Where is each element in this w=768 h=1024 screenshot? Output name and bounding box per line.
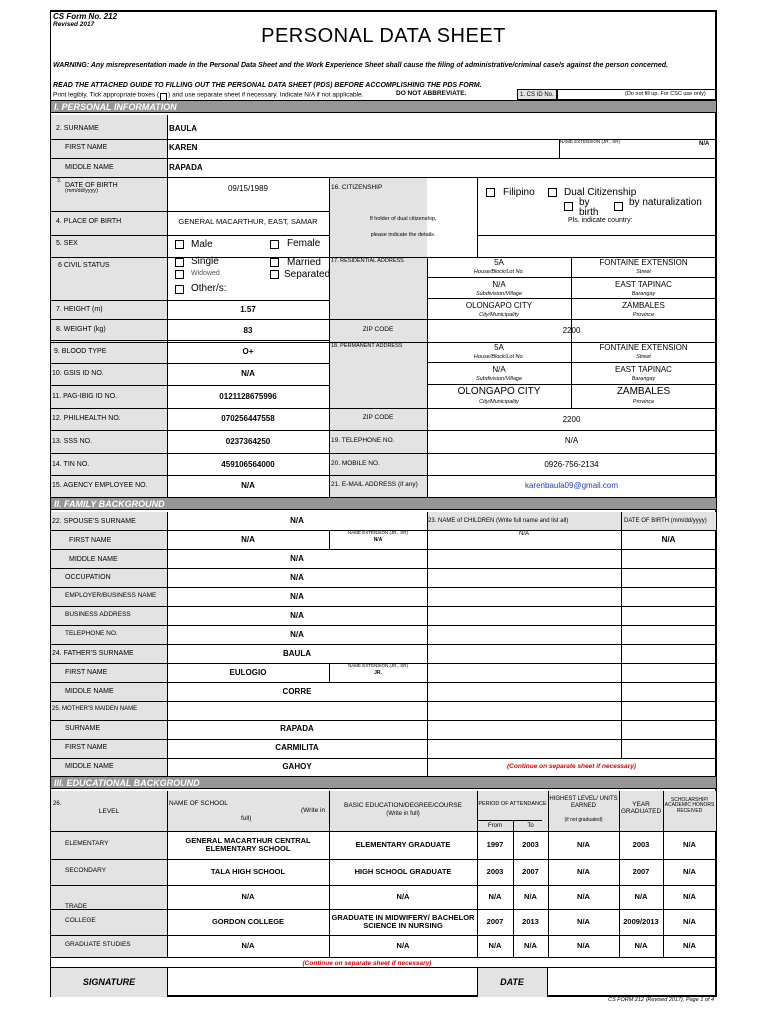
edu-school-cell[interactable]: GORDON COLLEGE [211, 916, 285, 926]
spouse-telephone-value[interactable]: N/A [290, 630, 304, 639]
weight-label: 8. WEIGHT (kg) [56, 326, 106, 333]
spouse-first-name-label: FIRST NAME [69, 537, 112, 544]
date-label: DATE [500, 977, 524, 987]
warning-text: WARNING: Any misrepresentation made in the Personal Data Sheet and the Work Experience Sheet shall cause the filing of administrative/criminal case/s against the person concerned. [53, 62, 669, 69]
res-street-value[interactable]: FONTAINE EXTENSION [599, 258, 688, 267]
edu-honors-header: SCHOLARSHIP/ ACADEMIC HONORS RECEIVED [664, 797, 715, 814]
edu-year-cell[interactable]: 2009/2013 [623, 916, 659, 926]
name-ext-label: NAME EXTENSION (JR., SR) [560, 139, 621, 144]
agency-employee-label: 15. AGENCY EMPLOYEE NO. [52, 482, 148, 489]
height-value[interactable]: 1.57 [240, 305, 256, 314]
edu-highest-cell[interactable]: N/A [577, 916, 590, 926]
permanent-address-label: 18. PERMANENT ADDRESS [331, 343, 403, 349]
perm-house-caption: House/Block/Lot No. [473, 354, 525, 360]
res-city-caption: City/Municipality [479, 312, 519, 318]
citizenship-by-naturalization-checkbox[interactable] [614, 202, 623, 211]
edu-from-cell[interactable]: 2007 [486, 916, 504, 926]
res-zip-value[interactable]: 2200 [562, 326, 581, 335]
civil-separated-checkbox[interactable] [270, 270, 279, 279]
sex-female-label: Female [287, 238, 321, 249]
indicate-country-label: Pls. indicate country: [568, 217, 633, 224]
spouse-name-ext-value[interactable]: N/A [373, 537, 383, 543]
perm-city-value[interactable]: OLONGAPO CITY [457, 386, 541, 397]
children-label: 23. NAME of CHILDREN (Write full name and list all) [428, 518, 569, 524]
first-name-value[interactable]: KAREN [169, 143, 198, 152]
guide-text: READ THE ATTACHED GUIDE TO FILLING OUT THE PERSONAL DATA SHEET (PDS) BEFORE ACCOMPLISHING THE PDS FORM. [53, 82, 482, 89]
edu-to-cell[interactable]: N/A [524, 891, 537, 901]
family-continue-note: (Continue on separate sheet if necessary) [507, 763, 636, 770]
blood-type-label: 9. BLOOD TYPE [54, 348, 107, 355]
sss-label: 13. SSS NO. [52, 438, 93, 445]
edu-from-cell[interactable]: 1997 [486, 839, 504, 849]
edu-highest-subheader: (if not graduated) [564, 817, 603, 823]
page-title: PERSONAL DATA SHEET [261, 25, 506, 47]
spouse-middle-name-label: MIDDLE NAME [69, 556, 118, 563]
civil-other-checkbox[interactable] [175, 285, 184, 294]
perm-subdivision-value[interactable]: N/A [492, 365, 506, 374]
res-zip-label: ZIP CODE [362, 326, 394, 333]
edu-level-cell: GRADUATE STUDIES [65, 941, 131, 948]
sex-female-checkbox[interactable] [270, 240, 279, 249]
edu-from-header: From [488, 823, 502, 829]
weight-value[interactable]: 83 [243, 326, 253, 335]
children-dob-label: DATE OF BIRTH (mm/dd/yyyy) [624, 518, 707, 524]
perm-zip-label: ZIP CODE [362, 414, 394, 421]
mother-middle-name-value[interactable]: GAHOY [282, 762, 312, 771]
surname-value[interactable]: BAULA [169, 124, 197, 133]
sex-male-checkbox[interactable] [175, 240, 184, 249]
father-first-name-label: FIRST NAME [65, 669, 108, 676]
occupation-value[interactable]: N/A [290, 573, 304, 582]
res-province-value[interactable]: ZAMBALES [622, 301, 665, 310]
edu-course-cell[interactable]: N/A [396, 891, 410, 901]
spouse-first-name-value[interactable]: N/A [241, 535, 255, 544]
spouse-telephone-label: TELEPHONE NO. [65, 630, 118, 637]
email-value[interactable]: karenbaula09@gmail.com [524, 481, 619, 490]
edu-highest-cell[interactable]: N/A [577, 891, 590, 901]
sex-male-label: Male [191, 239, 213, 250]
res-subdivision-caption: Subdivision/Village [475, 291, 523, 297]
edu-course-cell[interactable]: HIGH SCHOOL GRADUATE [354, 866, 452, 876]
telephone-value[interactable]: N/A [564, 436, 579, 445]
perm-street-value[interactable]: FONTAINE EXTENSION [599, 343, 688, 352]
edu-level-cell: ELEMENTARY [65, 840, 109, 847]
edu-level-cell: SECONDARY [65, 867, 107, 874]
children-name-value[interactable]: N/A [518, 531, 529, 537]
citizenship-by-birth-checkbox[interactable] [564, 202, 573, 211]
father-name-ext-value[interactable]: JR. [374, 670, 382, 676]
civil-married-label: Married [287, 257, 321, 268]
dob-format-label: (mm/dd/yyyy) [65, 188, 98, 194]
children-dob-value[interactable]: N/A [661, 535, 676, 544]
first-name-label: FIRST NAME [65, 144, 108, 151]
employer-value[interactable]: N/A [290, 592, 304, 601]
res-province-caption: Province [632, 312, 655, 318]
civil-separated-label: Separated [284, 269, 331, 280]
edu-year-header: YEAR GRADUATED [620, 801, 662, 816]
perm-barangay-value[interactable]: EAST TAPINAC [615, 365, 672, 374]
citizenship-by-naturalization-label: by naturalization [629, 197, 702, 208]
civil-widowed-checkbox[interactable] [175, 270, 184, 279]
cs-id-label: 1. CS ID No. [520, 92, 554, 98]
edu-level-header: LEVEL [98, 808, 120, 815]
cs-id-note: (Do not fill up. For CSC use only) [625, 91, 706, 97]
sex-label: 5. SEX [56, 240, 78, 247]
edu-school-full: full) [241, 815, 252, 822]
middle-name-value[interactable]: RAPADA [169, 163, 203, 172]
date-field[interactable] [548, 968, 715, 996]
form-number: CS Form No. 212 [53, 12, 118, 21]
edu-year-cell[interactable]: N/A [634, 940, 648, 950]
mother-first-name-label: FIRST NAME [65, 744, 108, 751]
instruction-text: Print legibly. Tick appropriate boxes ( ) and use separate sheet if necessary. Indicate N/A if not applicable. [53, 91, 363, 99]
section-family-background: II. FAMILY BACKGROUND [51, 497, 716, 510]
edu-honors-cell[interactable]: N/A [683, 916, 696, 926]
edu-number-label: 26. [53, 801, 62, 807]
dual-note-1: If holder of dual citizenship, [369, 216, 437, 222]
name-ext-value[interactable]: N/A [699, 141, 710, 147]
tin-value[interactable]: 459106564000 [221, 460, 275, 469]
citizenship-filipino-label: Filipino [503, 187, 535, 198]
agency-employee-value[interactable]: N/A [241, 481, 255, 490]
edu-honors-cell[interactable]: N/A [683, 866, 696, 876]
citizenship-dual-checkbox[interactable] [548, 188, 557, 197]
edu-highest-header: HIGHEST LEVEL/ UNITS EARNED [549, 796, 618, 809]
res-city-value[interactable]: OLONGAPO CITY [465, 301, 533, 310]
dob-label: DATE OF BIRTH [65, 182, 118, 189]
edu-course-subheader: (Write in full) [386, 811, 420, 817]
res-house-value[interactable]: 5A [494, 258, 504, 267]
edu-period-header: PERIOD OF ATTENDANCE [478, 801, 547, 807]
edu-to-cell[interactable]: 2007 [522, 866, 539, 876]
middle-name-label: MIDDLE NAME [65, 164, 114, 171]
edu-school-write-in: (Write in [301, 807, 326, 814]
spouse-surname-label: 22. SPOUSE'S SURNAME [52, 518, 136, 525]
edu-honors-cell[interactable]: N/A [683, 891, 696, 901]
civil-status-label: 6 CIVIL STATUS [58, 262, 110, 269]
blood-type-value[interactable]: O+ [242, 347, 254, 356]
citizenship-dual-label: Dual Citizenship [564, 187, 637, 198]
father-middle-name-label: MIDDLE NAME [65, 688, 114, 695]
email-label: 21. E-MAIL ADDRESS (if any) [331, 481, 418, 488]
mobile-label: 20. MOBILE NO. [331, 460, 380, 467]
spouse-surname-value[interactable]: N/A [290, 516, 304, 525]
civil-married-checkbox[interactable] [270, 258, 279, 267]
perm-zip-value[interactable]: 2200 [562, 415, 581, 424]
res-subdivision-value[interactable]: N/A [492, 280, 506, 289]
edu-school-header: NAME OF SCHOOL [169, 800, 228, 807]
gsis-label: 10. GSIS ID NO. [52, 370, 104, 377]
edu-from-cell[interactable]: N/A [488, 891, 502, 901]
business-address-label: BUSINESS ADDRESS [65, 611, 131, 618]
mother-surname-value[interactable]: RAPADA [280, 724, 314, 733]
perm-house-value[interactable]: 5A [494, 343, 504, 352]
edu-school-cell[interactable]: N/A [241, 940, 255, 950]
citizenship-filipino-checkbox[interactable] [486, 188, 495, 197]
edu-school-cell[interactable]: N/A [241, 891, 255, 901]
no-abbreviate-text: DO NOT ABBREVIATE. [396, 90, 467, 97]
dual-note-2: please indicate the details. [370, 232, 436, 238]
edu-to-cell[interactable]: 2003 [522, 839, 539, 849]
civil-single-label: Single [191, 256, 219, 267]
perm-province-caption: Province [632, 399, 655, 405]
edu-level-cell: COLLEGE [65, 917, 96, 924]
perm-city-caption: City/Municipality [479, 399, 519, 405]
tin-label: 14. TIN NO. [52, 461, 90, 468]
employer-label: EMPLOYER/BUSINESS NAME [65, 592, 157, 599]
surname-label: 2. SURNAME [56, 125, 99, 132]
father-name-ext-label: NAME EXTENSION (JR., SR) [347, 663, 408, 668]
dob-value[interactable]: 09/15/1989 [227, 184, 269, 193]
spouse-name-ext-label: NAME EXTENSION (JR., SR) [347, 530, 408, 535]
civil-widowed-label: Widowed [191, 270, 220, 277]
edu-course-cell[interactable]: N/A [396, 940, 410, 950]
form-revision: Revised 2017 [53, 21, 95, 28]
dob-number-label: 3. [57, 178, 62, 184]
edu-to-header: To [527, 823, 534, 829]
mother-maiden-label: 25. MOTHER'S MAIDEN NAME [52, 706, 138, 712]
pagibig-label: 11. PAG-IBIG ID NO. [52, 393, 118, 400]
edu-course-header: BASIC EDUCATION/DEGREE/COURSE [344, 802, 462, 809]
citizenship-by-birth-label: by birth [579, 197, 599, 218]
pds-form [50, 10, 717, 997]
edu-to-cell[interactable]: 2013 [522, 916, 539, 926]
gsis-value[interactable]: N/A [241, 369, 255, 378]
perm-barangay-caption: Barangay [631, 376, 656, 382]
signature-label: SIGNATURE [82, 977, 136, 987]
perm-subdivision-caption: Subdivision/Village [475, 376, 523, 382]
section-educational-background: III. EDUCATIONAL BACKGROUND [51, 776, 716, 789]
edu-from-cell[interactable]: 2003 [486, 866, 504, 876]
pagibig-value[interactable]: 0121128675996 [219, 392, 277, 401]
pob-value[interactable]: GENERAL MACARTHUR, EAST, SAMAR [178, 217, 318, 226]
philhealth-label: 12. PHILHEALTH NO. [52, 415, 121, 422]
edu-year-cell[interactable]: 2007 [632, 866, 650, 876]
father-surname-label: 24. FATHER'S SURNAME [52, 650, 134, 657]
mother-first-name-value[interactable]: CARMILITA [275, 743, 319, 752]
edu-level-cell: TRADE [65, 903, 88, 910]
perm-province-value[interactable]: ZAMBALES [616, 386, 671, 397]
edu-course-cell[interactable]: ELEMENTARY GRADUATE [355, 839, 451, 849]
height-label: 7. HEIGHT (m) [56, 306, 103, 313]
father-middle-name-value[interactable]: CORRE [282, 687, 312, 696]
mobile-value[interactable]: 0926-756-2134 [544, 460, 599, 469]
pob-label: 4. PLACE OF BIRTH [56, 218, 122, 225]
business-address-value[interactable]: N/A [290, 611, 304, 620]
edu-highest-cell[interactable]: N/A [577, 839, 590, 849]
edu-continue-note: (Continue on separate sheet if necessary) [302, 960, 432, 967]
mother-middle-name-label: MIDDLE NAME [65, 763, 114, 770]
civil-other-label: Other/s: [191, 283, 227, 294]
section-personal-information: I. PERSONAL INFORMATION [51, 100, 716, 113]
perm-street-caption: Street [636, 354, 651, 360]
edu-course-cell[interactable]: GRADUATE IN MIDWIFERY/ BACHELOR SCIENCE IN NURSING [331, 912, 475, 930]
res-barangay-caption: Barangay [631, 291, 656, 297]
edu-to-cell[interactable]: N/A [524, 940, 537, 950]
edu-from-cell[interactable]: N/A [488, 940, 502, 950]
edu-year-cell[interactable]: N/A [634, 891, 648, 901]
res-street-caption: Street [636, 269, 651, 275]
edu-school-cell[interactable]: TALA HIGH SCHOOL [210, 866, 286, 876]
edu-year-cell[interactable]: 2003 [632, 839, 650, 849]
telephone-label: 19. TELEPHONE NO. [331, 437, 395, 444]
occupation-label: OCCUPATION [65, 574, 111, 581]
sss-value[interactable]: 0237364250 [225, 437, 271, 446]
dual-country-field[interactable] [477, 235, 714, 257]
res-house-caption: House/Block/Lot No. [473, 269, 525, 275]
edu-honors-cell[interactable]: N/A [683, 940, 696, 950]
edu-highest-cell[interactable]: N/A [577, 866, 590, 876]
father-first-name-value[interactable]: EULOGIO [229, 668, 267, 677]
civil-single-checkbox[interactable] [175, 258, 184, 267]
res-barangay-value[interactable]: EAST TAPINAC [615, 280, 672, 289]
residential-address-label: 17. RESIDENTIAL ADDRESS [331, 258, 404, 264]
signature-field[interactable] [168, 968, 476, 996]
edu-school-cell[interactable]: GENERAL MACARTHUR CENTRAL ELEMENTARY SCHOOL [185, 835, 311, 853]
philhealth-value[interactable]: 070256447558 [221, 414, 275, 423]
mother-surname-label: SURNAME [65, 725, 101, 732]
father-surname-value[interactable]: BAULA [283, 649, 311, 658]
edu-highest-cell[interactable]: N/A [577, 940, 590, 950]
spouse-middle-name-value[interactable]: N/A [290, 554, 304, 563]
edu-honors-cell[interactable]: N/A [683, 839, 696, 849]
footer-page-info: CS FORM 212 (Revised 2017), Page 1 of 4 [608, 997, 715, 1003]
citizenship-label: 16. CITIZENSHIP [331, 184, 383, 191]
